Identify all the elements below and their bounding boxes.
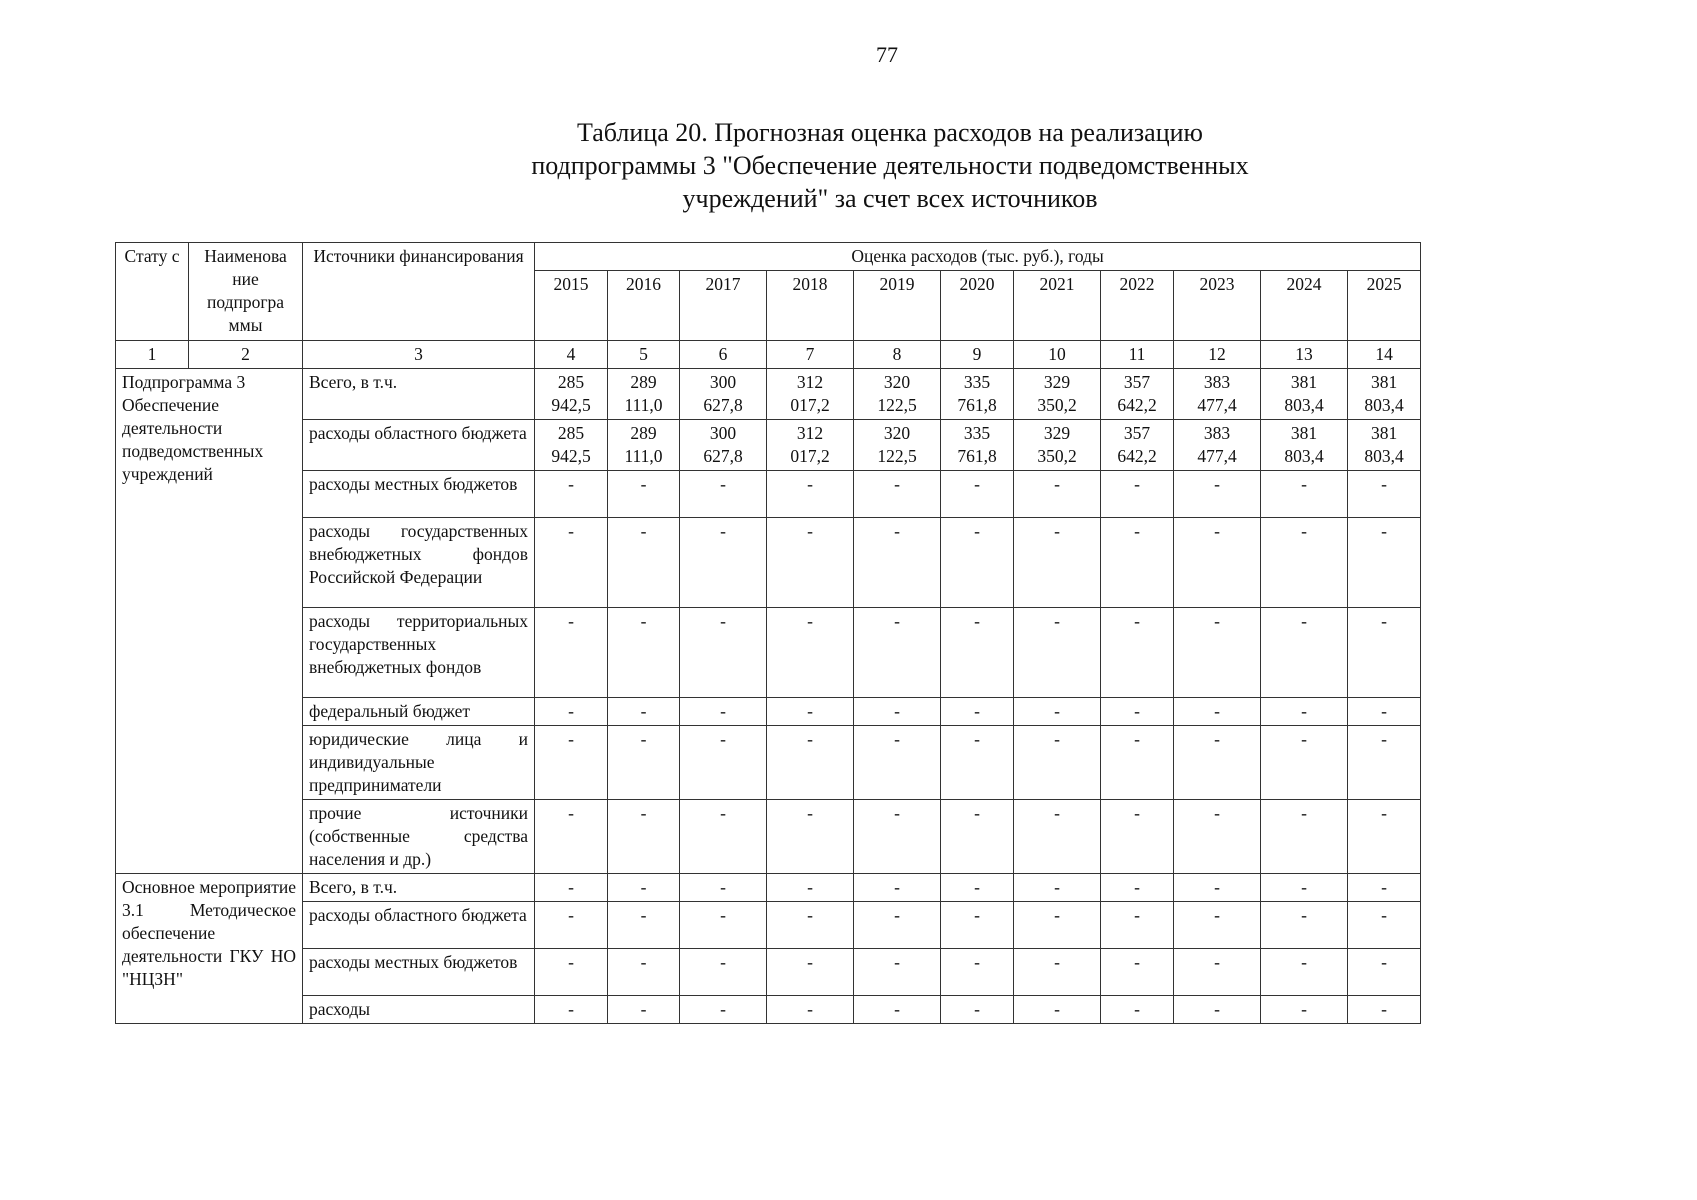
value-cell: - — [535, 902, 608, 949]
value-cell: - — [1014, 698, 1101, 726]
value-cell: - — [1174, 874, 1261, 902]
value-cell: - — [854, 518, 941, 608]
value-part: 803,4 — [1364, 395, 1404, 415]
year-header: 2015 — [535, 271, 608, 341]
value-cell: - — [535, 726, 608, 800]
value-part: 320 — [883, 423, 911, 443]
value-part: 761,8 — [957, 446, 997, 466]
value-part: 111,0 — [624, 395, 663, 415]
value-part: 381 — [1290, 372, 1318, 392]
value-cell: - — [941, 518, 1014, 608]
value-part: 122,5 — [877, 446, 917, 466]
value-cell: - — [1348, 726, 1421, 800]
table-row — [116, 949, 1421, 996]
funding-source: расходы территориальных государственных внебюджетных фондов — [303, 608, 535, 698]
year-header: 2018 — [767, 271, 854, 341]
value-part: 285 — [557, 423, 585, 443]
column-number-row — [116, 341, 1421, 369]
value-cell: - — [1261, 471, 1348, 518]
year-header: 2020 — [941, 271, 1014, 341]
value-part: 300 — [709, 372, 737, 392]
value-cell: - — [1101, 874, 1174, 902]
value-cell: - — [608, 902, 680, 949]
value-cell: - — [680, 874, 767, 902]
value-cell: - — [1101, 608, 1174, 698]
year-header: 2024 — [1261, 271, 1348, 341]
value-cell — [854, 369, 941, 420]
value-cell: - — [1261, 800, 1348, 874]
value-cell: - — [680, 726, 767, 800]
value-cell — [1261, 369, 1348, 420]
program-label: Основное мероприятие 3.1 Методическое обеспечение деятельности ГКУ НО "НЦЗН" — [116, 874, 303, 1024]
value-cell: - — [1101, 996, 1174, 1024]
value-cell: - — [941, 800, 1014, 874]
funding-source: Всего, в т.ч. — [303, 874, 535, 902]
value-cell: - — [680, 518, 767, 608]
funding-source: расходы — [303, 996, 535, 1024]
value-cell: - — [1174, 800, 1261, 874]
value-cell: - — [941, 471, 1014, 518]
value-cell: - — [1348, 949, 1421, 996]
value-part: 642,2 — [1117, 446, 1157, 466]
value-cell: - — [854, 608, 941, 698]
value-cell: - — [1348, 518, 1421, 608]
value-cell — [767, 369, 854, 420]
page-number: 77 — [876, 42, 898, 67]
value-part: 477,4 — [1197, 395, 1237, 415]
year-header: 2025 — [1348, 271, 1421, 341]
value-cell — [1101, 420, 1174, 471]
value-cell: - — [608, 608, 680, 698]
year-header: 2023 — [1174, 271, 1261, 341]
table-row — [116, 420, 1421, 471]
value-cell: - — [1261, 698, 1348, 726]
value-cell: - — [1261, 874, 1348, 902]
value-cell: - — [854, 949, 941, 996]
value-cell: - — [1101, 698, 1174, 726]
column-number: 2 — [189, 341, 303, 369]
value-cell — [1174, 369, 1261, 420]
funding-source: расходы областного бюджета — [303, 902, 535, 949]
column-number: 1 — [116, 341, 189, 369]
value-part: 381 — [1290, 423, 1318, 443]
value-cell: - — [854, 698, 941, 726]
value-cell: - — [1261, 902, 1348, 949]
funding-source: расходы областного бюджета — [303, 420, 535, 471]
budget-table — [115, 242, 1421, 1024]
header-sources: Источники финансирования — [303, 243, 535, 341]
value-cell: - — [1101, 902, 1174, 949]
value-cell — [1014, 369, 1101, 420]
header-estimate: Оценка расходов (тыс. руб.), годы — [535, 243, 1421, 271]
value-cell: - — [1348, 608, 1421, 698]
value-part: 285 — [557, 372, 585, 392]
value-cell — [1348, 369, 1421, 420]
value-cell: - — [680, 800, 767, 874]
value-cell: - — [680, 996, 767, 1024]
value-part: 803,4 — [1284, 446, 1324, 466]
table-row — [116, 726, 1421, 800]
value-cell: - — [1348, 996, 1421, 1024]
value-cell: - — [535, 518, 608, 608]
value-cell: - — [1261, 518, 1348, 608]
value-cell: - — [941, 874, 1014, 902]
value-cell: - — [941, 698, 1014, 726]
value-cell: - — [1348, 800, 1421, 874]
value-cell: - — [1014, 518, 1101, 608]
value-cell — [854, 420, 941, 471]
funding-source: Всего, в т.ч. — [303, 369, 535, 420]
value-cell: - — [608, 471, 680, 518]
value-cell: - — [1014, 608, 1101, 698]
value-cell: - — [680, 608, 767, 698]
value-cell — [1014, 420, 1101, 471]
funding-source: расходы государственных внебюджетных фондов Российской Федерации — [303, 518, 535, 608]
funding-source: федеральный бюджет — [303, 698, 535, 726]
value-cell: - — [680, 902, 767, 949]
value-part: 289 — [630, 372, 657, 392]
value-part: 350,2 — [1037, 446, 1077, 466]
year-header: 2022 — [1101, 271, 1174, 341]
value-cell — [608, 420, 680, 471]
value-cell: - — [1174, 518, 1261, 608]
title-line: учреждений" за счет всех источников — [682, 184, 1098, 213]
value-cell: - — [1348, 471, 1421, 518]
funding-source: расходы местных бюджетов — [303, 471, 535, 518]
column-number: 7 — [767, 341, 854, 369]
value-part: 477,4 — [1197, 446, 1237, 466]
value-part: 627,8 — [703, 395, 743, 415]
value-cell: - — [1014, 874, 1101, 902]
value-cell — [535, 369, 608, 420]
table-body — [116, 243, 1421, 1024]
value-part: 017,2 — [790, 446, 830, 466]
value-part: 942,5 — [551, 446, 591, 466]
year-header: 2017 — [680, 271, 767, 341]
value-cell: - — [608, 726, 680, 800]
value-cell — [1174, 420, 1261, 471]
title-line: подпрограммы 3 "Обеспечение деятельности подведомственных — [531, 151, 1249, 180]
table-title — [440, 116, 1340, 215]
value-cell: - — [535, 800, 608, 874]
table-row — [116, 902, 1421, 949]
value-cell: - — [767, 874, 854, 902]
value-cell: - — [1174, 996, 1261, 1024]
table-row — [116, 698, 1421, 726]
value-cell — [608, 369, 680, 420]
column-number: 13 — [1261, 341, 1348, 369]
value-cell: - — [854, 800, 941, 874]
value-cell: - — [854, 874, 941, 902]
value-cell: - — [854, 471, 941, 518]
value-part: 017,2 — [790, 395, 830, 415]
title-line: Таблица 20. Прогнозная оценка расходов на реализацию — [577, 118, 1203, 147]
value-cell: - — [1014, 726, 1101, 800]
value-cell: - — [1101, 726, 1174, 800]
value-cell: - — [1174, 698, 1261, 726]
header-name: Наименова ние подпрогра ммы — [189, 243, 303, 341]
value-cell: - — [535, 608, 608, 698]
value-cell: - — [608, 874, 680, 902]
value-part: 383 — [1203, 372, 1231, 392]
value-cell: - — [1174, 471, 1261, 518]
value-cell: - — [767, 518, 854, 608]
column-number: 6 — [680, 341, 767, 369]
value-cell: - — [1348, 902, 1421, 949]
value-cell: - — [680, 949, 767, 996]
value-cell: - — [1014, 902, 1101, 949]
value-cell: - — [854, 996, 941, 1024]
value-cell: - — [767, 949, 854, 996]
value-part: 357 — [1123, 372, 1151, 392]
value-cell — [680, 369, 767, 420]
table-row — [116, 996, 1421, 1024]
value-part: 350,2 — [1037, 395, 1077, 415]
value-cell: - — [1174, 902, 1261, 949]
value-cell — [941, 369, 1014, 420]
column-number: 10 — [1014, 341, 1101, 369]
value-cell: - — [1174, 726, 1261, 800]
value-cell: - — [1261, 608, 1348, 698]
funding-source: юридические лица и индивидуальные предприниматели — [303, 726, 535, 800]
value-part: 942,5 — [551, 395, 591, 415]
value-part: 312 — [796, 423, 824, 443]
table-row — [116, 800, 1421, 874]
value-cell — [941, 420, 1014, 471]
value-cell — [1348, 420, 1421, 471]
column-number: 11 — [1101, 341, 1174, 369]
value-part: 761,8 — [957, 395, 997, 415]
column-number: 8 — [854, 341, 941, 369]
value-cell — [1101, 369, 1174, 420]
column-number: 14 — [1348, 341, 1421, 369]
value-cell: - — [767, 698, 854, 726]
value-cell: - — [1101, 471, 1174, 518]
column-number: 3 — [303, 341, 535, 369]
value-part: 803,4 — [1284, 395, 1324, 415]
value-part: 381 — [1370, 372, 1398, 392]
value-cell: - — [941, 949, 1014, 996]
value-cell: - — [535, 996, 608, 1024]
table-row — [116, 518, 1421, 608]
value-cell: - — [1174, 949, 1261, 996]
value-cell: - — [680, 698, 767, 726]
value-part: 289 — [630, 423, 657, 443]
value-cell: - — [535, 698, 608, 726]
value-part: 627,8 — [703, 446, 743, 466]
value-cell: - — [941, 608, 1014, 698]
value-cell: - — [535, 874, 608, 902]
value-cell: - — [1014, 800, 1101, 874]
table-row — [116, 608, 1421, 698]
value-part: 383 — [1203, 423, 1231, 443]
table-row — [116, 874, 1421, 902]
value-cell: - — [608, 518, 680, 608]
value-cell: - — [1261, 726, 1348, 800]
value-cell — [535, 420, 608, 471]
value-cell: - — [1101, 518, 1174, 608]
value-part: 300 — [709, 423, 737, 443]
value-cell: - — [767, 902, 854, 949]
column-number: 12 — [1174, 341, 1261, 369]
column-number: 4 — [535, 341, 608, 369]
value-part: 357 — [1123, 423, 1151, 443]
value-cell: - — [608, 800, 680, 874]
value-cell: - — [941, 996, 1014, 1024]
value-part: 335 — [963, 423, 991, 443]
funding-source: расходы местных бюджетов — [303, 949, 535, 996]
table-row — [116, 369, 1421, 420]
header-status: Стату с — [116, 243, 189, 341]
value-cell: - — [1348, 698, 1421, 726]
column-number: 5 — [608, 341, 680, 369]
value-cell: - — [608, 996, 680, 1024]
value-cell — [1261, 420, 1348, 471]
value-cell: - — [767, 608, 854, 698]
value-cell: - — [941, 902, 1014, 949]
value-cell: - — [767, 471, 854, 518]
value-cell: - — [1014, 949, 1101, 996]
value-cell: - — [1101, 949, 1174, 996]
value-part: 381 — [1370, 423, 1398, 443]
value-cell: - — [1101, 800, 1174, 874]
value-cell: - — [1174, 608, 1261, 698]
value-part: 335 — [963, 372, 991, 392]
table-row — [116, 471, 1421, 518]
value-cell: - — [1014, 471, 1101, 518]
year-header: 2019 — [854, 271, 941, 341]
value-cell: - — [535, 471, 608, 518]
value-cell: - — [1014, 996, 1101, 1024]
year-header: 2021 — [1014, 271, 1101, 341]
value-cell: - — [767, 800, 854, 874]
value-part: 312 — [796, 372, 824, 392]
header-row — [116, 243, 1421, 271]
value-cell: - — [854, 726, 941, 800]
value-part: 642,2 — [1117, 395, 1157, 415]
value-cell: - — [767, 996, 854, 1024]
value-cell: - — [535, 949, 608, 996]
program-label: Подпрограмма 3 Обеспечение деятельности подведомственных учреждений — [116, 369, 303, 874]
value-part: 111,0 — [624, 446, 663, 466]
value-cell: - — [1348, 874, 1421, 902]
value-cell: - — [1261, 996, 1348, 1024]
value-cell: - — [854, 902, 941, 949]
value-part: 122,5 — [877, 395, 917, 415]
value-part: 329 — [1043, 423, 1071, 443]
funding-source: прочие источники (собственные средства населения и др.) — [303, 800, 535, 874]
column-number: 9 — [941, 341, 1014, 369]
value-cell: - — [767, 726, 854, 800]
value-cell: - — [680, 471, 767, 518]
value-cell: - — [1261, 949, 1348, 996]
value-cell — [680, 420, 767, 471]
value-cell: - — [608, 949, 680, 996]
value-part: 803,4 — [1364, 446, 1404, 466]
year-header: 2016 — [608, 271, 680, 341]
value-cell: - — [608, 698, 680, 726]
value-part: 320 — [883, 372, 911, 392]
value-part: 329 — [1043, 372, 1071, 392]
value-cell — [767, 420, 854, 471]
value-cell: - — [941, 726, 1014, 800]
